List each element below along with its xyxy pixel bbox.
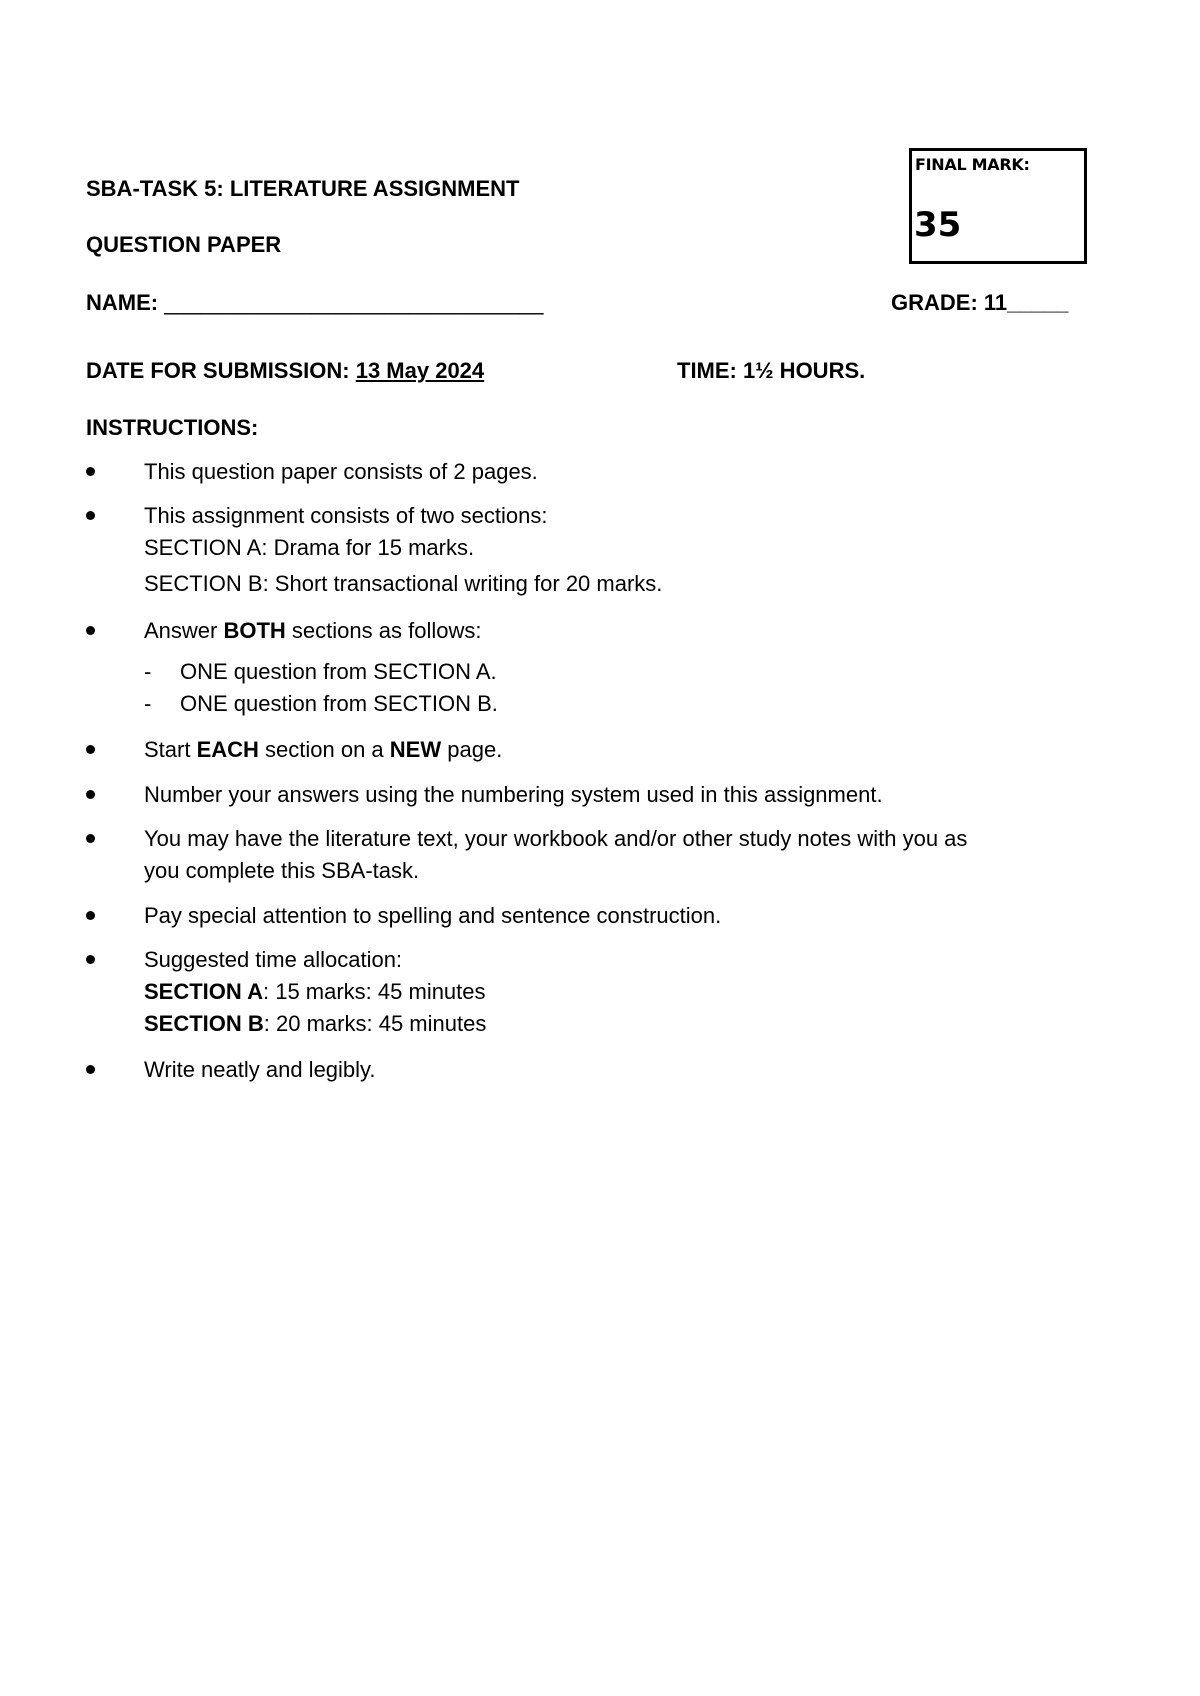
- instruction-item-materials: [144, 823, 967, 887]
- answer-both-bold: BOTH: [223, 618, 286, 643]
- bullet-icon: [86, 955, 95, 964]
- bullet-icon: [86, 911, 95, 920]
- start-pre: Start: [144, 737, 197, 762]
- instruction-item-pages: This question paper consists of 2 pages.: [144, 459, 538, 484]
- each-bold: EACH: [196, 737, 259, 762]
- instructions-heading: INSTRUCTIONS:: [86, 415, 259, 440]
- section-b-line: SECTION B: Short transactional writing for 20 marks.: [144, 571, 663, 596]
- bullet-icon: [86, 467, 95, 476]
- final-mark-box: [909, 148, 1087, 264]
- bullet-icon: [86, 790, 95, 799]
- submission-date-label: DATE FOR SUBMISSION:: [86, 358, 350, 383]
- instruction-item-spelling: Pay special attention to spelling and sentence construction.: [144, 903, 722, 928]
- materials-line-1: You may have the literature text, your workbook and/or other study notes with you as: [144, 826, 968, 851]
- instruction-item-new-page: [144, 734, 502, 766]
- time-section-b-value: : 20 marks: 45 minutes: [263, 1011, 487, 1036]
- time-allowed: TIME: 1½ HOURS.: [677, 358, 866, 383]
- bullet-icon: [86, 745, 95, 754]
- instruction-item-sections: [144, 500, 662, 600]
- sub-item-section-a: ONE question from SECTION A.: [180, 659, 497, 684]
- name-blank: _______________________________: [164, 290, 544, 315]
- new-bold: NEW: [389, 737, 442, 762]
- bullet-icon: [86, 626, 95, 635]
- instruction-item-neatness: Write neatly and legibly.: [144, 1057, 376, 1082]
- final-mark-label: FINAL MARK:: [915, 155, 1030, 174]
- submission-date-value: 13 May 2024: [355, 358, 485, 383]
- section-a-line: SECTION A: Drama for 15 marks.: [144, 535, 475, 560]
- answer-post: sections as follows:: [285, 618, 482, 643]
- time-section-a: [144, 976, 486, 1008]
- answer-pre: Answer: [144, 618, 224, 643]
- time-allocation-line: Suggested time allocation:: [144, 947, 403, 972]
- time-section-a-label: SECTION A: [144, 979, 263, 1004]
- assignment-title: SBA-TASK 5: LITERATURE ASSIGNMENT: [86, 176, 520, 201]
- paper-subtitle: QUESTION PAPER: [86, 232, 282, 257]
- grade-field: GRADE: 11_____: [891, 290, 1069, 315]
- time-section-b: [144, 1008, 486, 1040]
- start-post: page.: [441, 737, 503, 762]
- name-row: [86, 290, 544, 316]
- dash-marker: -: [144, 691, 152, 716]
- sections-line: This assignment consists of two sections:: [144, 503, 548, 528]
- time-section-a-value: : 15 marks: 45 minutes: [262, 979, 486, 1004]
- sub-item-section-b: ONE question from SECTION B.: [180, 691, 498, 716]
- instruction-item-answer-both: [144, 615, 481, 647]
- instruction-item-numbering: Number your answers using the numbering system used in this assignment.: [144, 782, 883, 807]
- bullet-icon: [86, 1065, 95, 1074]
- materials-line-2: you complete this SBA-task.: [144, 858, 420, 883]
- bullet-icon: [86, 834, 95, 843]
- submission-date-row: [86, 358, 484, 384]
- final-mark-value: 35: [914, 205, 962, 245]
- time-section-b-label: SECTION B: [144, 1011, 264, 1036]
- dash-marker: -: [144, 659, 152, 684]
- instruction-item-time-allocation: [144, 944, 486, 1040]
- bullet-icon: [86, 511, 95, 520]
- start-mid: section on a: [258, 737, 390, 762]
- name-label: NAME:: [86, 290, 159, 315]
